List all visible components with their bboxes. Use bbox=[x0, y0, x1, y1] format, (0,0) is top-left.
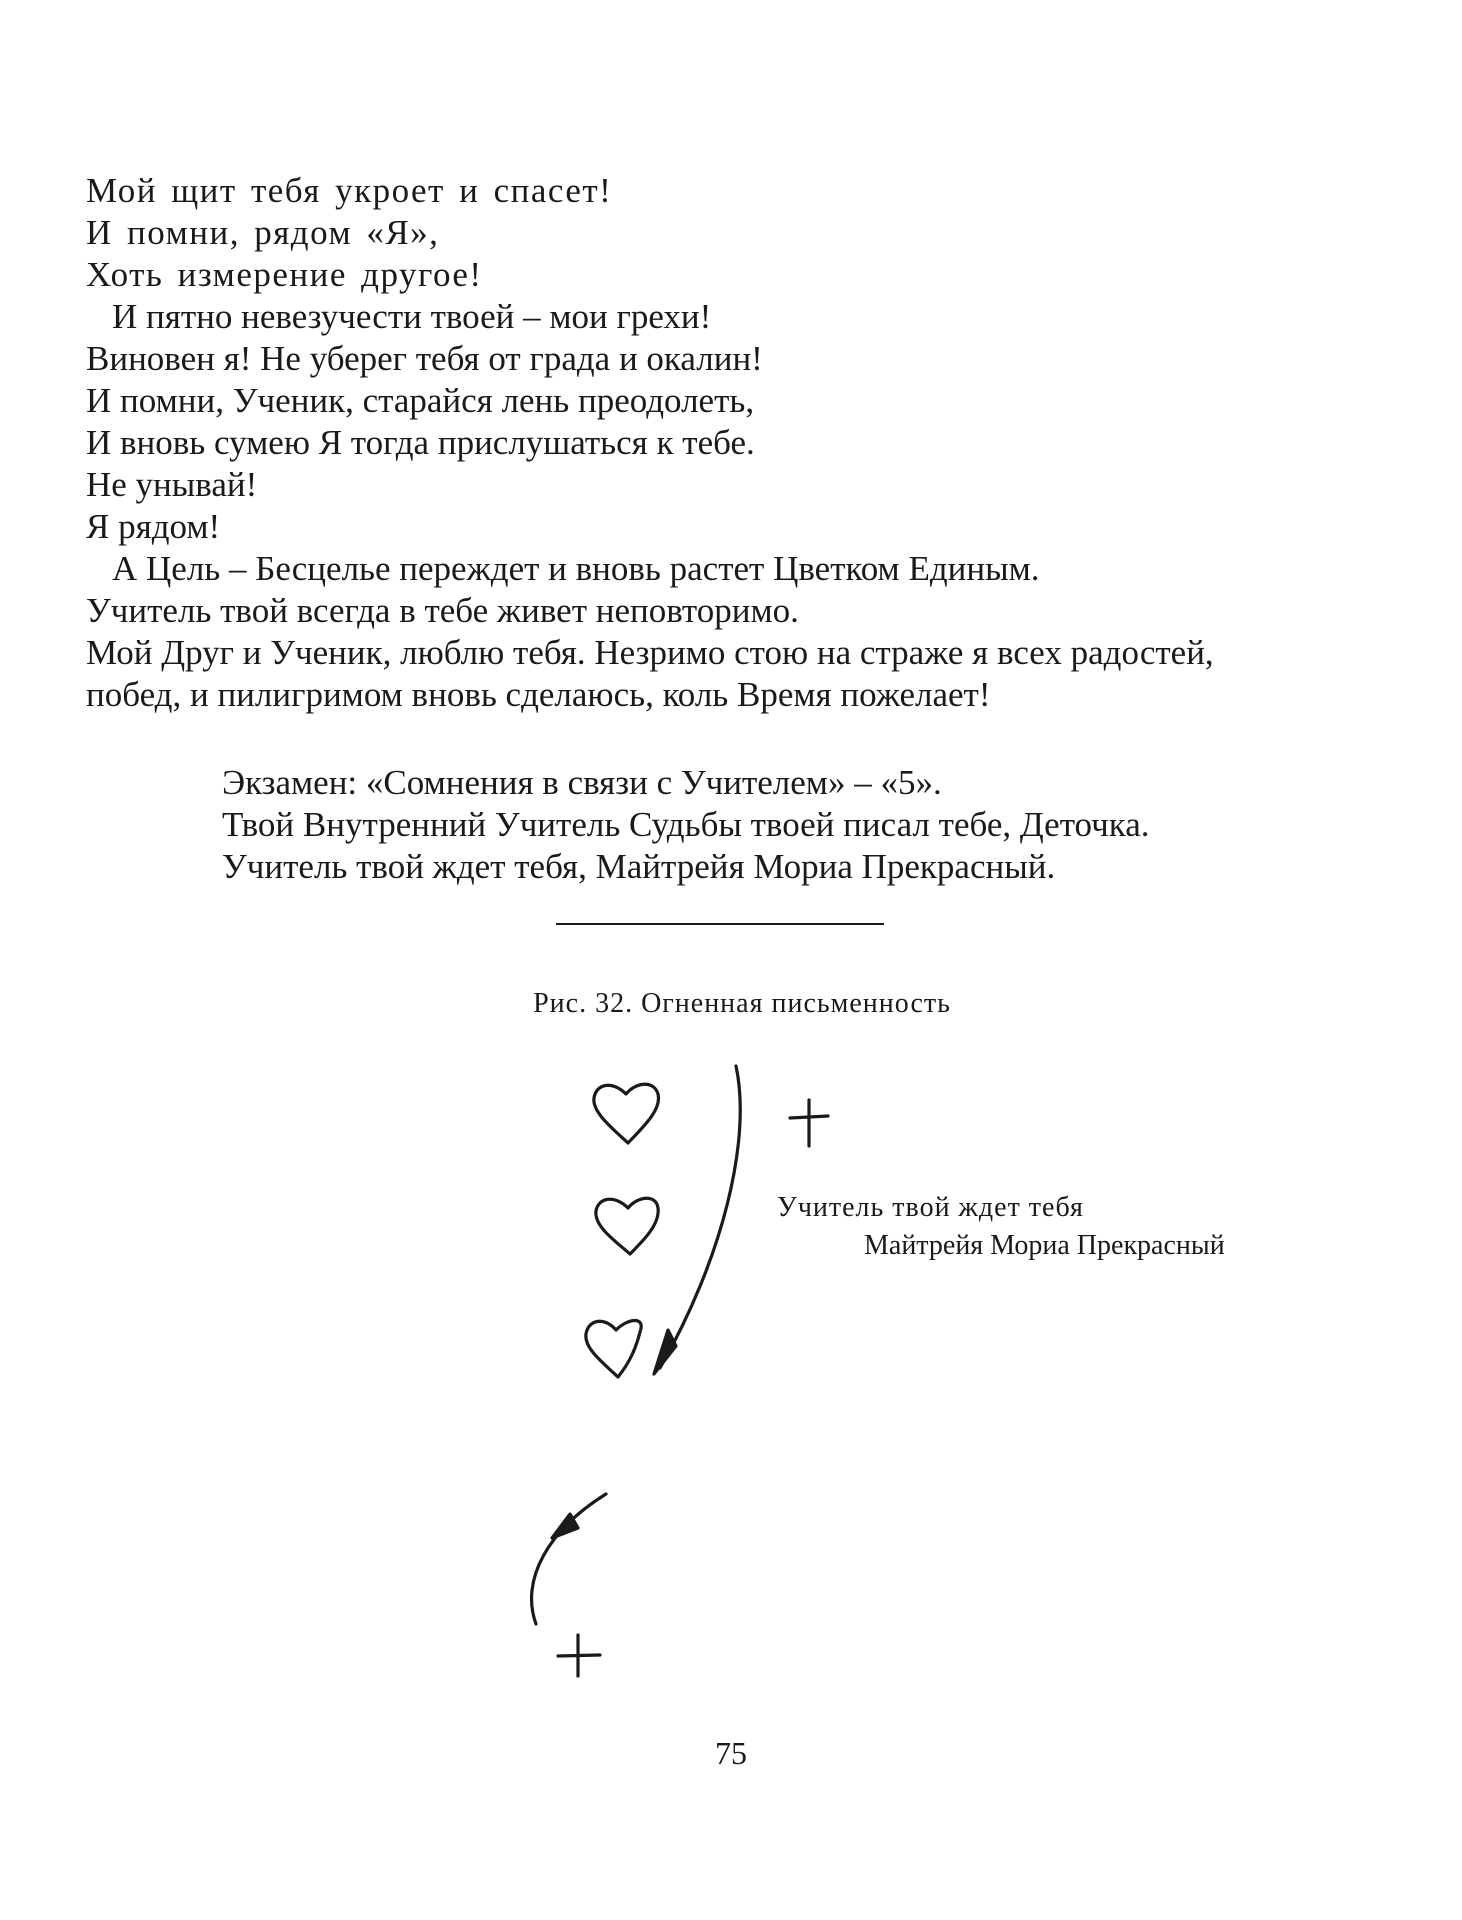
figure-signature-text: Майтрейя Мориа Прекрасный bbox=[864, 1230, 1225, 1261]
poem-line: И пятно невезучести твоей – мои грехи! bbox=[112, 297, 712, 336]
figure-text: Учитель твой ждет тебя bbox=[777, 1192, 1084, 1223]
arc-line bbox=[660, 1066, 740, 1368]
poem-line: Я рядом! bbox=[86, 507, 221, 546]
poem-line: Хоть измерение другое! bbox=[86, 255, 483, 294]
poem-line: побед, и пилигримом вновь сделаюсь, коль Время пожелает! bbox=[86, 675, 991, 714]
poem-line: И помни, Ученик, старайся лень преодолеть, bbox=[86, 381, 755, 420]
cross-icon bbox=[558, 1635, 600, 1676]
poem-line: Не унывай! bbox=[86, 465, 258, 504]
exam-line: Твой Внутренний Учитель Судьбы твоей писал тебе, Деточка. bbox=[222, 805, 1150, 844]
page-number: 75 bbox=[715, 1735, 747, 1771]
cross-icon bbox=[790, 1100, 828, 1146]
poem-line: А Цель – Бесцелье переждет и вновь растет Цветком Единым. bbox=[112, 549, 1040, 588]
exam-line: Учитель твой ждет тебя, Майтрейя Мориа Прекрасный. bbox=[222, 847, 1056, 886]
heart-icon bbox=[596, 1198, 658, 1254]
poem-line: Мой Друг и Ученик, люблю тебя. Незримо стою на страже я всех радостей, bbox=[86, 633, 1214, 672]
poem-line: Виновен я! Не уберег тебя от града и окалин! bbox=[86, 339, 763, 378]
heart-icon bbox=[586, 1321, 641, 1378]
exam-line: Экзамен: «Сомнения в связи с Учителем» – «5». bbox=[222, 763, 942, 802]
arrow-down-icon bbox=[654, 1330, 676, 1374]
poem-line: И вновь сумею Я тогда прислушаться к тебе. bbox=[86, 423, 755, 462]
poem-line: И помни, рядом «Я», bbox=[86, 213, 440, 252]
heart-icon bbox=[594, 1084, 659, 1143]
figure-caption: Рис. 32. Огненная письменность bbox=[533, 988, 951, 1019]
poem-line: Мой щит тебя укроет и спасет! bbox=[86, 171, 613, 210]
poem-line: Учитель твой всегда в тебе живет неповторимо. bbox=[86, 591, 799, 630]
